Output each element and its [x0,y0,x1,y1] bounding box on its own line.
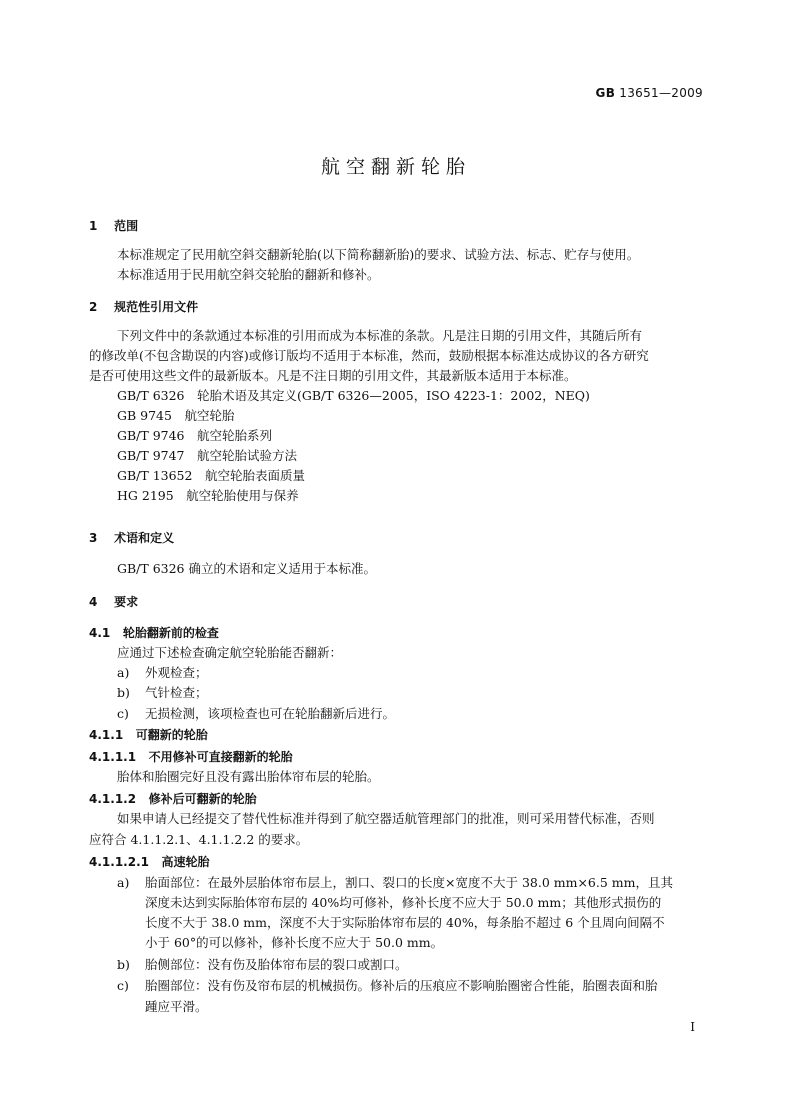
subsection-4-1-heading [89,624,219,642]
list-item [117,874,673,892]
standard-number-header [596,86,703,100]
section-number: 1 [89,219,98,233]
paragraph-line: 是否可使用这些文件的最新版本。凡是不注日期的引用文件，其最新版本适用于本标准。 [89,368,577,383]
list-continuation: 深度未达到实际胎体帘布层的 40%均可修补，修补长度不应大于 50.0 mm；其他形式损伤的 [145,895,662,910]
section-title: 要求 [114,595,139,609]
reference-item: GB/T 9746 航空轮胎系列 [117,428,273,443]
subsection-4-1-1-2-heading [89,790,257,808]
section-title: 不用修补可直接翻新的轮胎 [148,750,293,764]
reference-item: HG 2195 航空轮胎使用与保养 [117,488,299,503]
paragraph-line: 的修改单(不包含勘误的内容)或修订版均不适用于本标准，然而，鼓励根据本标准达成协议的各方研究 [89,348,649,363]
section-title: 高速轮胎 [161,855,210,869]
paragraph-line: 如果申请人已经提交了替代性标准并得到了航空器适航管理部门的批准，则可采用替代标准，否则 [117,811,655,826]
list-marker: c) [117,978,129,993]
list-marker: a) [117,875,130,890]
paragraph: 应通过下述检查确定航空轮胎能否翻新： [117,645,343,660]
paragraph-line: 下列文件中的条款通过本标准的引用而成为本标准的条款。凡是注日期的引用文件，其随后所有 [117,328,643,343]
list-marker: c) [117,706,129,721]
list-text: 胎面部位：在最外层胎体帘布层上，割口、裂口的长度×宽度不大于 38.0 mm×6.5 mm，且其 [145,875,673,890]
section-number: 4 [89,595,98,609]
document-title: 航空翻新轮胎 [320,156,471,178]
paragraph: 胎体和胎圈完好且没有露出胎体帘布层的轮胎。 [117,769,380,784]
standard-prefix: GB [595,86,616,100]
list-continuation: 踵应平滑。 [145,999,208,1014]
list-text: 胎侧部位：没有伤及胎体帘布层的裂口或割口。 [145,957,408,972]
list-text: 气针检查； [145,685,208,700]
subsection-4-1-1-2-1-heading [89,853,210,871]
section-number: 4.1.1.1 [89,750,137,764]
section-1-heading [89,217,138,235]
list-marker: b) [117,957,130,972]
list-continuation: 小于 60°的可以修补，修补长度不应大于 50.0 mm。 [145,935,444,950]
paragraph-line: 应符合 4.1.1.2.1、4.1.1.2.2 的要求。 [89,832,309,847]
section-number: 4.1.1 [89,728,124,742]
section-number: 2 [89,300,98,314]
reference-item: GB/T 9747 航空轮胎试验方法 [117,448,298,463]
list-item [117,956,408,974]
section-number: 3 [89,531,98,545]
standard-number: 13651—2009 [619,86,703,100]
list-marker: b) [117,685,130,700]
list-continuation: 长度不大于 38.0 mm，深度不大于实际胎体帘布层的 40%，每条胎不超过 6 个且周向间隔不 [145,915,665,930]
section-number: 4.1.1.2.1 [89,855,149,869]
list-item [117,664,208,682]
list-item [117,684,208,702]
reference-item: GB/T 6326 轮胎术语及其定义(GB/T 6326—2005，ISO 4223-1：2002，NEQ) [117,388,590,403]
subsection-4-1-1-heading [89,726,208,744]
list-text: 无损检测，该项检查也可在轮胎翻新后进行。 [145,706,396,721]
list-text: 胎圈部位：没有伤及帘布层的机械损伤。修补后的压痕应不影响胎圈密合性能，胎圈表面和胎 [145,978,658,993]
section-2-heading [89,298,198,316]
paragraph: 本标准适用于民用航空斜交轮胎的翻新和修补。 [117,267,380,282]
list-text: 外观检查； [145,665,208,680]
section-title: 规范性引用文件 [114,300,199,314]
list-item [117,705,395,723]
reference-item: GB/T 13652 航空轮胎表面质量 [117,468,305,483]
section-title: 术语和定义 [114,531,175,545]
list-marker: a) [117,665,130,680]
subsection-4-1-1-1-heading [89,748,293,766]
reference-item: GB 9745 航空轮胎 [117,408,235,423]
paragraph: 本标准规定了民用航空斜交翻新轮胎(以下简称翻新胎)的要求、试验方法、标志、贮存与使用。 [117,247,640,262]
list-item [117,977,658,995]
section-title: 轮胎翻新前的检查 [122,626,219,640]
section-number: 4.1.1.2 [89,792,137,806]
section-title: 范围 [114,219,139,233]
section-title: 可翻新的轮胎 [135,728,208,742]
section-3-heading [89,529,174,547]
paragraph: GB/T 6326 确立的术语和定义适用于本标准。 [117,561,376,576]
section-number: 4.1 [89,626,111,640]
page-number: I [690,1020,695,1034]
section-4-heading [89,593,138,611]
section-title: 修补后可翻新的轮胎 [148,792,257,806]
